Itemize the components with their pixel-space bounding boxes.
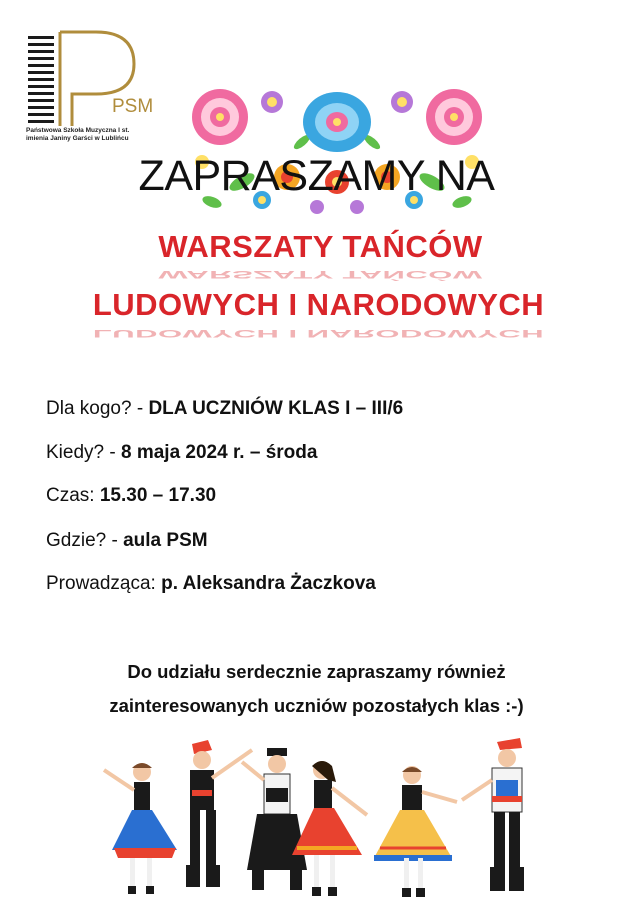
logo-caption-line1: Państwowa Szkoła Muzyczna I st. bbox=[26, 127, 130, 134]
closing-line2: zainteresowanych uczniów pozostałych klas :-) bbox=[109, 695, 524, 716]
detail-leader-label: Prowadząca: bbox=[46, 573, 162, 594]
detail-who-label: Dla kogo? - bbox=[46, 398, 149, 419]
detail-leader-value: p. Aleksandra Żaczkova bbox=[161, 573, 376, 594]
workshop-title-line2: LUDOWYCH I NARODOWYCH bbox=[92, 287, 545, 322]
dancer-man-2-icon bbox=[242, 748, 307, 890]
detail-when-label: Kiedy? - bbox=[46, 442, 121, 463]
logo-caption bbox=[26, 127, 166, 143]
workshop-title-line1: WARSZATY TAŃCÓW bbox=[158, 229, 483, 264]
detail-time bbox=[46, 485, 216, 507]
detail-when-value: 8 maja 2024 r. – środa bbox=[120, 442, 318, 463]
logo-caption-line2: imienia Janiny Garści w Lublińcu bbox=[26, 135, 129, 142]
detail-time-label: Czas: bbox=[46, 485, 100, 506]
workshop-title-line2-reflection: LUDOWYCH I NARODOWYCH bbox=[92, 327, 545, 340]
page-heading: ZAPRASZAMY NA bbox=[138, 152, 495, 200]
detail-time-value: 15.30 – 17.30 bbox=[99, 485, 217, 506]
school-logo bbox=[26, 28, 166, 148]
dancer-woman-1-icon bbox=[104, 763, 177, 894]
dancer-woman-3-icon bbox=[374, 766, 457, 897]
dancer-woman-2-icon bbox=[292, 761, 367, 896]
detail-where-label: Gdzie? - bbox=[46, 530, 124, 551]
detail-when bbox=[46, 442, 317, 464]
detail-leader bbox=[46, 573, 376, 595]
logo-brand: PSM bbox=[112, 96, 154, 117]
detail-where-value: aula PSM bbox=[123, 530, 208, 551]
dancer-man-3-icon bbox=[462, 738, 524, 891]
folk-dancers-illustration-icon bbox=[92, 730, 562, 915]
closing-invitation bbox=[0, 655, 633, 723]
workshop-title-line1-reflection: WARSZATY TAŃCÓW bbox=[158, 268, 483, 281]
closing-line1: Do udziału serdecznie zapraszamy również bbox=[127, 661, 506, 682]
detail-who-value: DLA UCZNIÓW KLAS I – III/6 bbox=[148, 398, 404, 419]
detail-who bbox=[46, 398, 403, 420]
detail-where bbox=[46, 530, 208, 552]
